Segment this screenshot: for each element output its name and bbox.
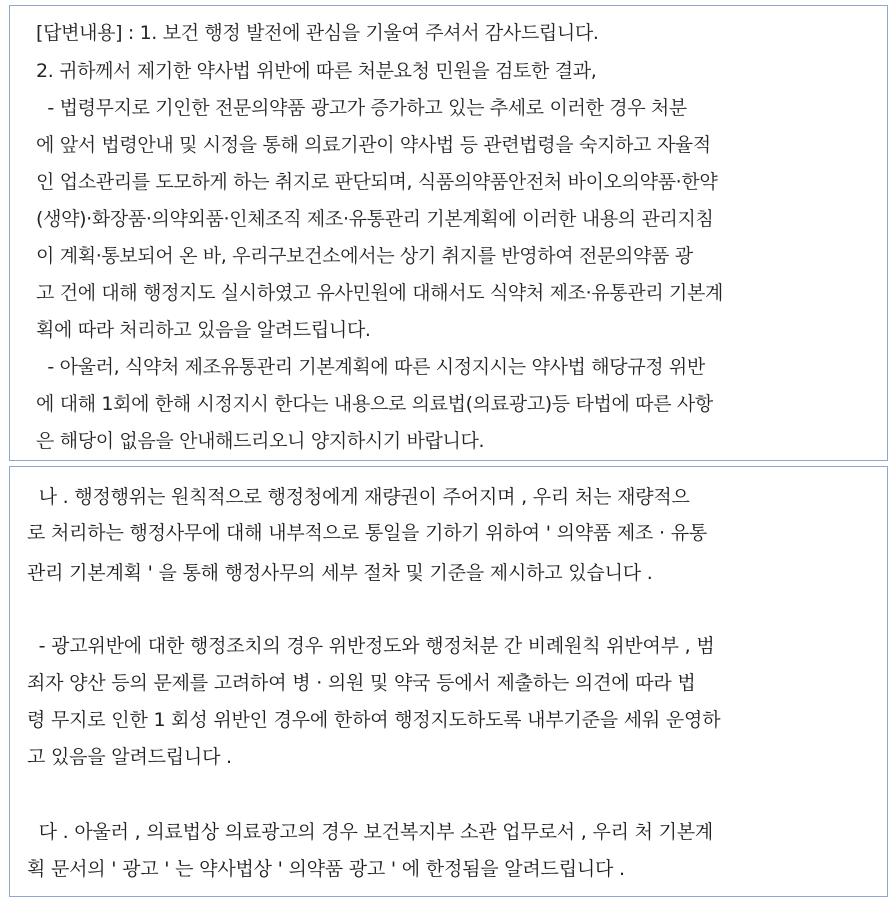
detail-line: 획 문서의 ' 광고 ' 는 약사법상 ' 의약품 광고 ' 에 한정됨을 알려드립니다 . [27,858,625,880]
answer-line: 에 대해 1회에 한해 시정지시 한다는 내용으로 의료법(의료광고)등 타법에 따른 사항 [36,393,713,415]
detail-line: 나 . 행정행위는 원칙적으로 행정청에게 재량권이 주어지며 , 우리 처는 재량적으 [27,486,690,508]
detail-content-box [9,466,888,897]
detail-line: 로 처리하는 행정사무에 대해 내부적으로 통일을 기하기 위하여 ' 의약품 제조 · 유통 [27,522,708,544]
detail-line: 고 있음을 알려드립니다 . [27,746,232,768]
answer-line: 획에 따라 처리하고 있음을 알려드립니다. [36,319,371,341]
detail-line: 죄자 양산 등의 문제를 고려하여 병 · 의원 및 약국 등에서 제출하는 의견에 따라 법 [27,672,696,694]
answer-line: 은 해당이 없음을 안내해드리오니 양지하시기 바랍니다. [36,430,485,452]
answer-line: 인 업소관리를 도모하게 하는 취지로 판단되며, 식품의약품안전처 바이오의약품·한약 [36,171,718,193]
answer-line: [답변내용] : 1. 보건 행정 발전에 관심을 기울여 주셔서 감사드립니다. [36,22,599,44]
detail-line: 다 . 아울러 , 의료법상 의료광고의 경우 보건복지부 소관 업무로서 , 우리 처 기본계 [27,821,714,843]
answer-line: - 법령무지로 기인한 전문의약품 광고가 증가하고 있는 추세로 이러한 경우 처분 [36,97,687,119]
detail-line: 관리 기본계획 ' 을 통해 행정사무의 세부 절차 및 기준을 제시하고 있습니다 . [27,562,653,584]
answer-line: 고 건에 대해 행정지도 실시하였고 유사민원에 대해서도 식약처 제조·유통관리 기본계 [36,282,724,304]
answer-line: (생약)·화장품·의약외품·인체조직 제조·유통관리 기본계획에 이러한 내용의 관리지침 [36,208,714,230]
answer-line: - 아울러, 식약처 제조유통관리 기본계획에 따른 시정지시는 약사법 해당규정 위반 [36,356,705,378]
answer-line: 2. 귀하께서 제기한 약사법 위반에 따른 처분요청 민원을 검토한 결과, [36,60,597,82]
answer-line: 에 앞서 법령안내 및 시정을 통해 의료기관이 약사법 등 관련법령을 숙지하고 자율적 [36,134,711,156]
answer-line: 이 계획·통보되어 온 바, 우리구보건소에서는 상기 취지를 반영하여 전문의약품 광 [36,245,693,267]
detail-line: 령 무지로 인한 1 회성 위반인 경우에 한하여 행정지도하도록 내부기준을 세워 운영하 [27,709,721,731]
answer-content-box [9,5,888,461]
detail-line: - 광고위반에 대한 행정조치의 경우 위반정도와 행정처분 간 비례원칙 위반여부 , 범 [27,635,715,657]
